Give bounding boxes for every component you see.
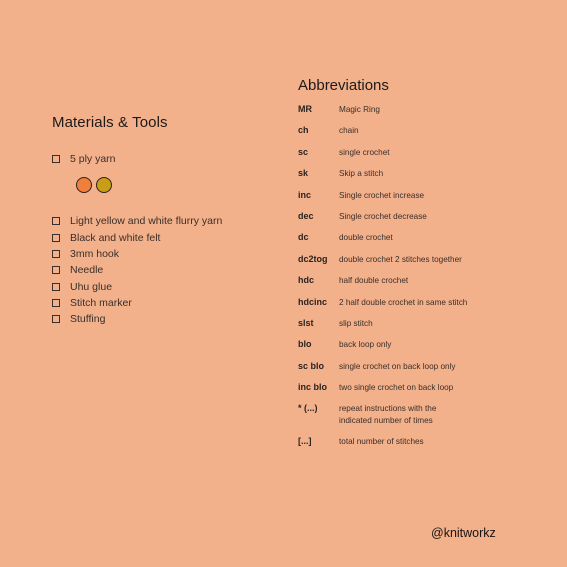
material-item-label: Uhu glue <box>70 280 113 293</box>
abbreviation-term: * (...) <box>298 403 318 414</box>
checkbox-icon <box>52 315 60 323</box>
abbreviation-term: inc <box>298 189 312 200</box>
abbreviation-definition: back loop only <box>339 340 392 350</box>
materials-section <box>52 114 282 327</box>
abbreviation-definition: Skip a stitch <box>339 169 384 179</box>
abbreviation-definition <box>339 402 436 427</box>
material-item <box>52 262 282 278</box>
abbreviation-term: ch <box>298 125 309 136</box>
abbreviation-definition: single crochet <box>339 147 390 157</box>
abbreviation-row <box>298 103 548 124</box>
material-item-label: 3mm hook <box>70 248 120 261</box>
mustard-yarn-swatch <box>96 177 112 193</box>
abbreviation-definition: double crochet 2 stitches together <box>339 254 462 264</box>
abbreviation-definition: single crochet on back loop only <box>339 361 456 371</box>
abbreviation-row <box>298 253 548 274</box>
material-item-label: 5 ply yarn <box>70 153 116 166</box>
abbreviation-term: dc <box>298 232 309 243</box>
abbreviation-definition: Single crochet increase <box>339 190 425 200</box>
material-item-yarn <box>52 151 282 167</box>
checkbox-icon <box>52 250 60 258</box>
abbreviation-definition: chain <box>339 126 359 136</box>
abbreviation-definition: Single crochet decrease <box>339 211 427 221</box>
abbreviation-row <box>298 435 548 456</box>
abbreviation-definition: total number of stitches <box>339 437 424 447</box>
abbreviation-row <box>298 231 548 252</box>
abbreviation-term: dc2tog <box>298 253 328 264</box>
abbreviations-section <box>298 77 548 457</box>
abbreviation-term: inc blo <box>298 382 327 393</box>
abbreviation-definition: 2 half double crochet in same stitch <box>339 297 468 307</box>
abbreviation-term: sc blo <box>298 360 325 371</box>
abbreviation-term: slst <box>298 317 314 328</box>
checkbox-icon <box>52 266 60 274</box>
abbreviation-definition-line: repeat instructions with the <box>339 404 437 414</box>
abbreviations-title: Abbreviations <box>298 77 389 94</box>
material-item-label: Black and white felt <box>70 231 161 244</box>
checkbox-icon <box>52 217 60 225</box>
abbreviation-term: MR <box>298 104 312 114</box>
abbreviation-term: blo <box>298 339 312 350</box>
material-item-label: Stitch marker <box>70 296 132 309</box>
abbreviation-term: [...] <box>298 436 312 447</box>
material-item <box>52 278 282 294</box>
abbreviation-definition-line: indicated number of times <box>339 416 433 426</box>
abbreviation-row <box>298 210 548 231</box>
checkbox-icon <box>52 155 60 163</box>
material-item-label: Light yellow and white flurry yarn <box>70 215 223 228</box>
abbreviation-row <box>298 189 548 210</box>
abbreviation-row <box>298 381 548 402</box>
abbreviation-term: hdcinc <box>298 296 328 307</box>
abbreviation-row <box>298 338 548 359</box>
abbreviation-row <box>298 296 548 317</box>
checkbox-icon <box>52 299 60 307</box>
checkbox-icon <box>52 234 60 242</box>
abbreviation-row <box>298 124 548 145</box>
material-item <box>52 311 282 327</box>
materials-title: Materials & Tools <box>52 114 168 131</box>
abbreviation-term: hdc <box>298 275 315 286</box>
abbreviation-definition: slip stitch <box>339 318 373 328</box>
material-item <box>52 230 282 246</box>
material-item-label: Stuffing <box>70 313 106 326</box>
abbreviation-definition: double crochet <box>339 233 393 243</box>
material-item-label: Needle <box>70 264 104 277</box>
social-handle: @knitworkz <box>431 526 496 540</box>
abbreviation-term: dec <box>298 210 314 221</box>
material-item <box>52 246 282 262</box>
abbreviation-row <box>298 167 548 188</box>
abbreviation-row <box>298 402 548 435</box>
abbreviation-row <box>298 360 548 381</box>
yarn-color-swatches <box>76 177 282 193</box>
material-item <box>52 295 282 311</box>
abbreviation-row <box>298 274 548 295</box>
material-item <box>52 213 282 229</box>
abbreviation-definition: two single crochet on back loop <box>339 383 454 393</box>
abbreviation-term: sk <box>298 168 309 179</box>
abbreviation-definition: Magic Ring <box>339 105 380 114</box>
abbreviation-row <box>298 317 548 338</box>
abbreviation-term: sc <box>298 146 309 157</box>
checkbox-icon <box>52 283 60 291</box>
orange-yarn-swatch <box>76 177 92 193</box>
abbreviation-definition: half double crochet <box>339 276 409 286</box>
abbreviation-row <box>298 146 548 167</box>
